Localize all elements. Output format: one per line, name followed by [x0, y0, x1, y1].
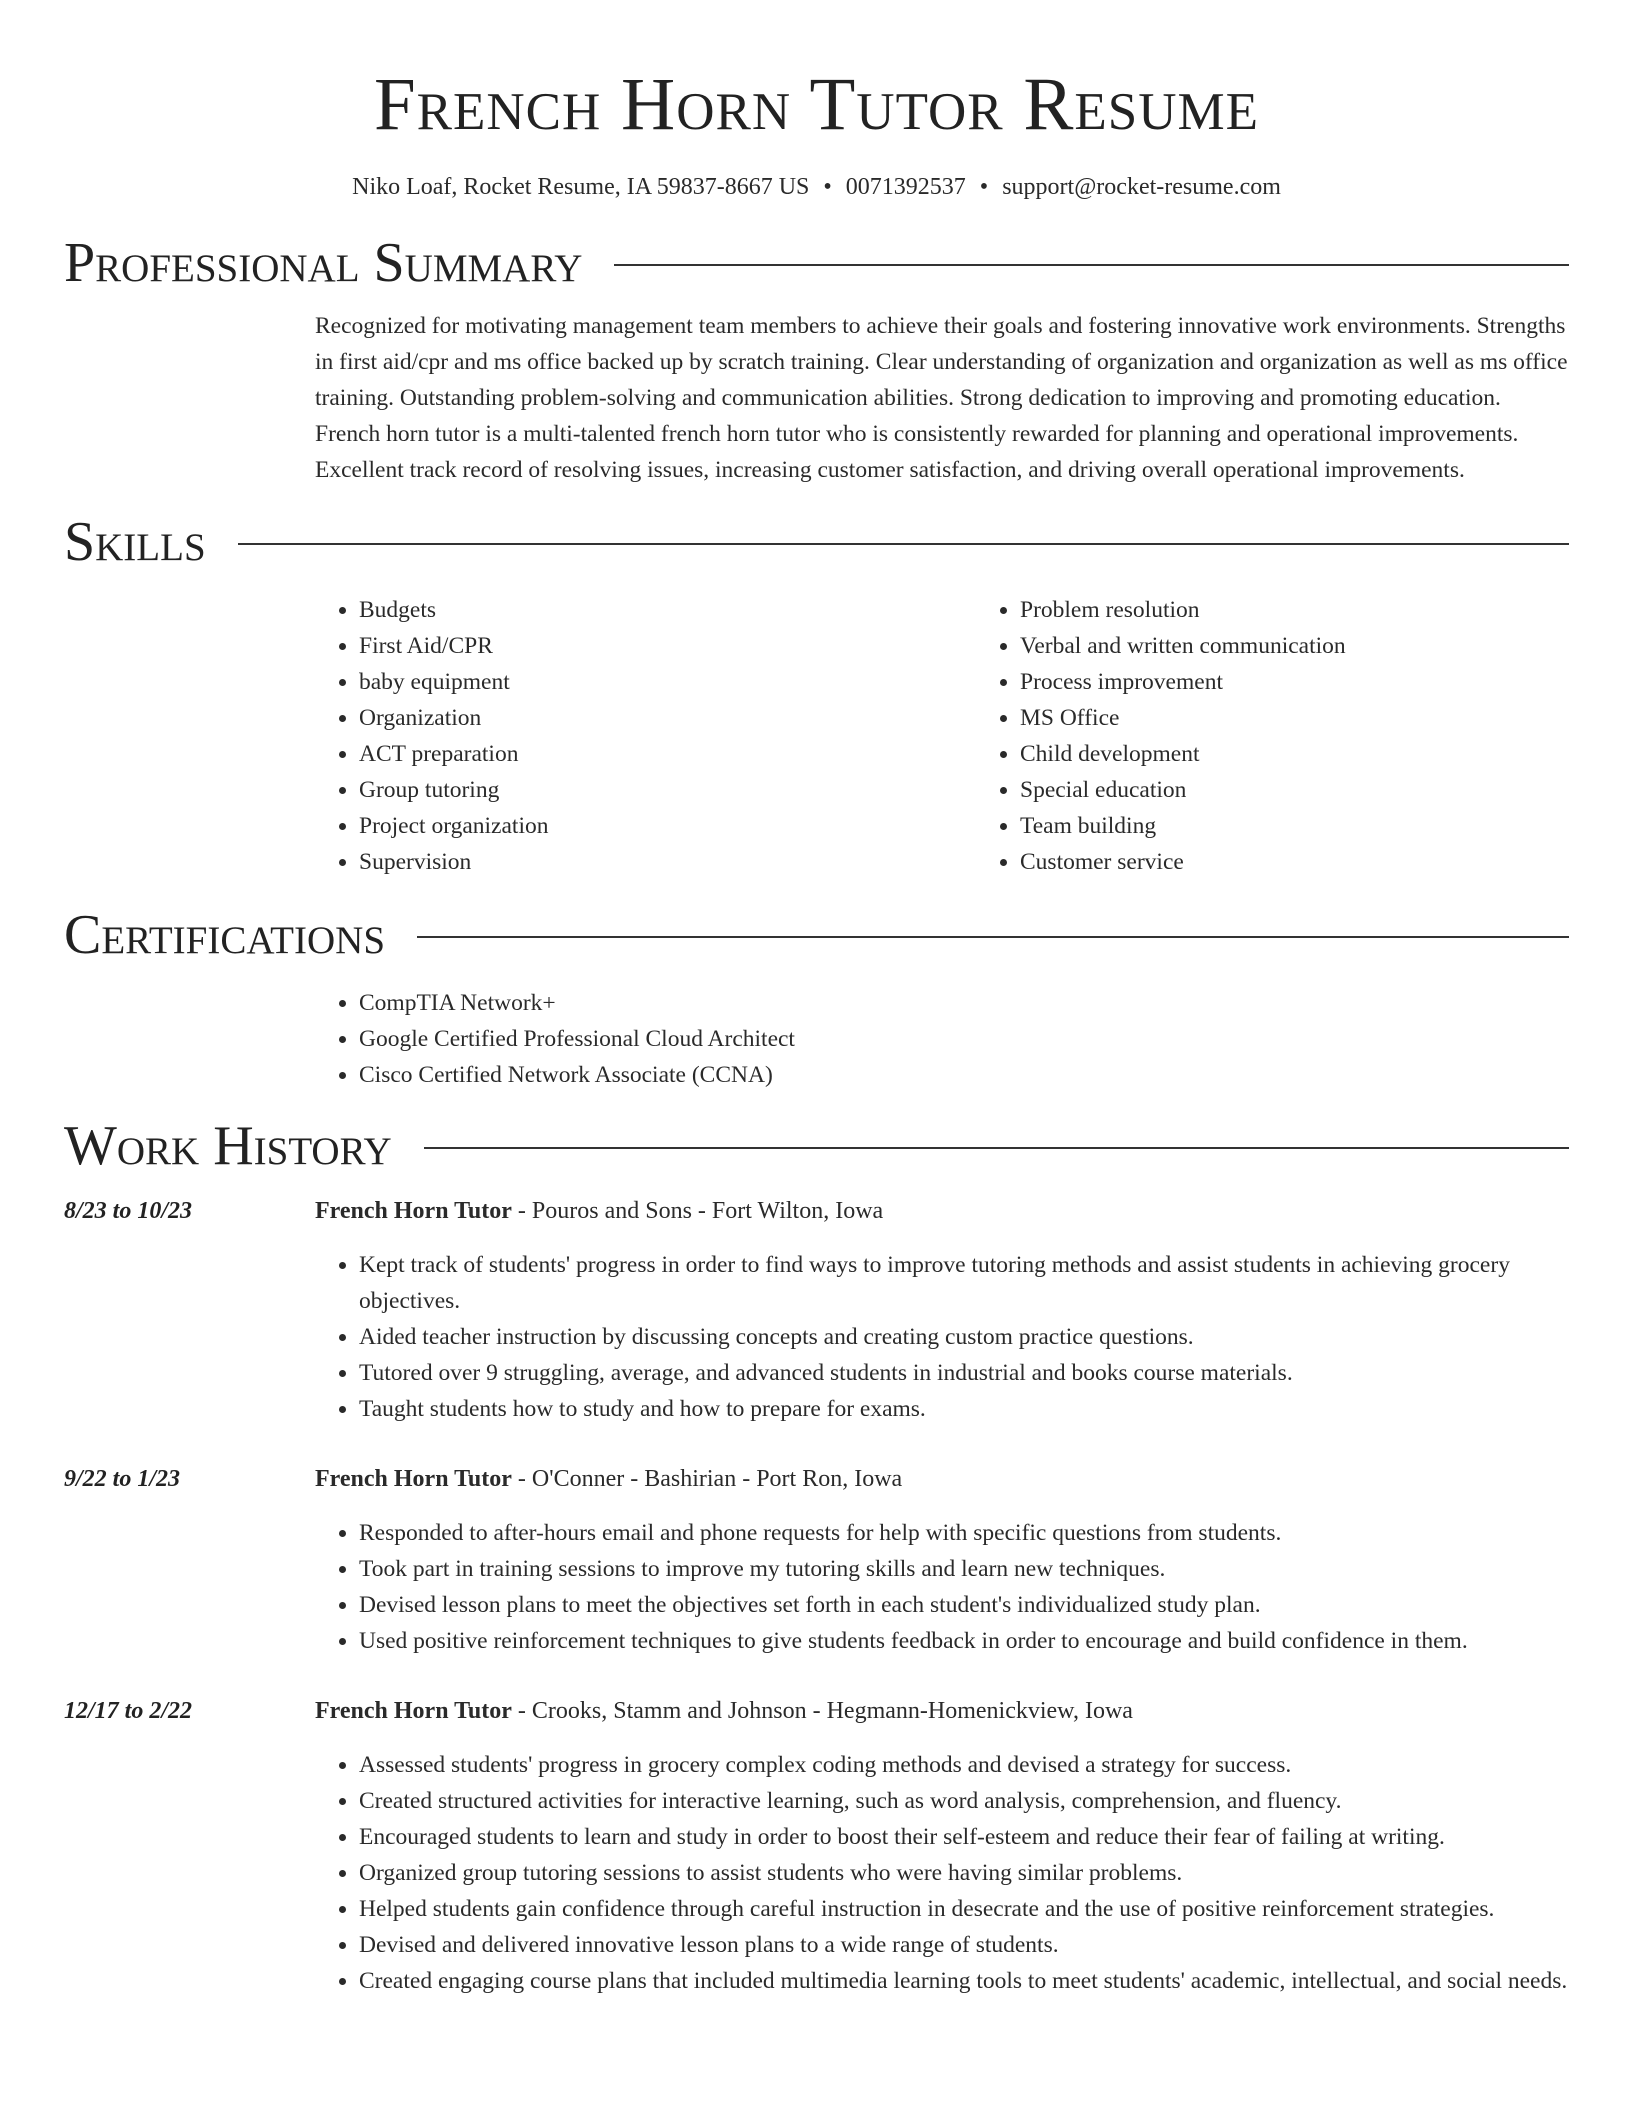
- skills-section-header: [64, 509, 1569, 575]
- skills-heading: Skills: [64, 511, 206, 573]
- certification-item: • CompTIA Network+: [359, 985, 1569, 1021]
- contact-address: Niko Loaf, Rocket Resume, IA 59837-8667 US: [352, 174, 810, 200]
- job-bullet: • Took part in training sessions to improve my tutoring skills and learn new techniques.: [359, 1551, 1569, 1587]
- skill-item: • Problem resolution: [1020, 592, 1632, 628]
- job-bullet-list: [315, 1747, 1569, 1999]
- skill-item: • Child development: [1020, 736, 1632, 772]
- job-bullet: • Devised lesson plans to meet the objectives set forth in each student's individualized study plan.: [359, 1587, 1569, 1623]
- work-history-list: [64, 1193, 1569, 1999]
- job-bullet: • Taught students how to study and how to prepare for exams.: [359, 1391, 1569, 1427]
- skill-item: • Team building: [1020, 808, 1632, 844]
- job-bullet: • Tutored over 9 struggling, average, and advanced students in industrial and books course materials.: [359, 1355, 1569, 1391]
- job-bullet: • Responded to after-hours email and phone requests for help with specific questions from students.: [359, 1515, 1569, 1551]
- job-heading: [315, 1693, 1569, 1729]
- skill-item: • Budgets: [359, 592, 976, 628]
- job-bullet: • Used positive reinforcement techniques to give students feedback in order to encourage and build confidence in them.: [359, 1623, 1569, 1659]
- job-title: French Horn Tutor: [315, 1698, 512, 1724]
- skill-item: • MS Office: [1020, 700, 1632, 736]
- section-divider: [424, 1147, 1569, 1149]
- skill-item: • baby equipment: [359, 664, 976, 700]
- job-details: [315, 1693, 1569, 1999]
- skill-item: • First Aid/CPR: [359, 628, 976, 664]
- skill-item: • Project organization: [359, 808, 976, 844]
- contact-separator: •: [823, 174, 832, 200]
- job-title: French Horn Tutor: [315, 1198, 512, 1224]
- work-section-header: [64, 1113, 1569, 1179]
- job-heading: [315, 1461, 1569, 1497]
- certifications-section-header: [64, 902, 1569, 968]
- job-company-location: - O'Conner - Bashirian - Port Ron, Iowa: [511, 1466, 903, 1492]
- job-dates: 8/23 to 10/23: [64, 1198, 193, 1224]
- job-bullet: • Helped students gain confidence through careful instruction in desecrate and the use of positive reinforcement strategies.: [359, 1891, 1569, 1927]
- section-divider: [238, 543, 1569, 545]
- section-divider: [614, 264, 1569, 266]
- job-bullet: • Assessed students' progress in grocery complex coding methods and devised a strategy for success.: [359, 1747, 1569, 1783]
- job-bullet: • Created engaging course plans that included multimedia learning tools to meet students' academic, intellectual, and social needs.: [359, 1963, 1569, 1999]
- contact-separator: •: [979, 174, 989, 200]
- skill-item: • Organization: [359, 700, 976, 736]
- contact-line: [64, 170, 1569, 204]
- job-title: French Horn Tutor: [315, 1466, 512, 1492]
- certifications-body: [315, 985, 1569, 1093]
- job-bullet: • Encouraged students to learn and study in order to boost their self-esteem and reduce their fear of failing at writing.: [359, 1819, 1569, 1855]
- summary-body: [315, 308, 1569, 488]
- certification-item: • Cisco Certified Network Associate (CCNA): [359, 1057, 1569, 1093]
- job-bullet: • Aided teacher instruction by discussing concepts and creating custom practice questions.: [359, 1319, 1569, 1355]
- job-heading: [315, 1193, 1569, 1229]
- skill-item: • Special education: [1020, 772, 1632, 808]
- skill-item: • Group tutoring: [359, 772, 976, 808]
- job-company-location: - Pouros and Sons - Fort Wilton, Iowa: [511, 1198, 884, 1224]
- job-dates: 12/17 to 2/22: [64, 1698, 193, 1724]
- job-company-location: - Crooks, Stamm and Johnson - Hegmann-Homenickview, Iowa: [511, 1698, 1133, 1724]
- work-heading: Work History: [64, 1115, 392, 1177]
- skill-item: • Verbal and written communication: [1020, 628, 1632, 664]
- contact-email[interactable]: support@rocket-resume.com: [1002, 174, 1281, 200]
- job-entry: [64, 1693, 1569, 1999]
- summary-heading: Professional Summary: [64, 232, 583, 294]
- job-dates: 9/22 to 1/23: [64, 1466, 181, 1492]
- job-bullet: • Created structured activities for interactive learning, such as word analysis, comprehension, and fluency.: [359, 1783, 1569, 1819]
- job-entry: [64, 1193, 1569, 1427]
- job-details: [315, 1461, 1569, 1659]
- skill-item: • Supervision: [359, 844, 976, 880]
- certifications-list: [315, 985, 1569, 1093]
- job-details: [315, 1193, 1569, 1427]
- skill-item: • Customer service: [1020, 844, 1632, 880]
- summary-section-header: [64, 230, 1569, 296]
- page-title: French Horn Tutor Resume: [373, 63, 1260, 146]
- certifications-heading: Certifications: [64, 904, 386, 966]
- certification-item: • Google Certified Professional Cloud Architect: [359, 1021, 1569, 1057]
- skill-item: • ACT preparation: [359, 736, 976, 772]
- job-bullet: • Organized group tutoring sessions to assist students who were having similar problems.: [359, 1855, 1569, 1891]
- contact-phone: 0071392537: [845, 174, 966, 200]
- summary-text: Recognized for motivating management team members to achieve their goals and fostering innovative work environments. Strengths in first aid/cpr and ms office backed up by scratch training. Clear understanding of organization and organization as well as ms office training. Outstanding problem-solving and communication abilities. Strong dedication to improving and promoting education. French horn tutor is a multi-talented french horn tutor who is consistently rewarded for planning and operational improvements. Excellent track record of resolving issues, increasing customer satisfaction, and driving overall operational improvements.: [315, 313, 1568, 483]
- section-divider: [417, 936, 1569, 938]
- skills-list-left: [315, 592, 976, 880]
- skills-grid: [315, 592, 1569, 880]
- job-bullet: • Devised and delivered innovative lesson plans to a wide range of students.: [359, 1927, 1569, 1963]
- job-bullet-list: [315, 1247, 1569, 1427]
- skills-list-right: [976, 592, 1632, 880]
- job-bullet: • Kept track of students' progress in order to find ways to improve tutoring methods and assist students in achieving grocery objectives.: [359, 1247, 1569, 1319]
- job-bullet-list: [315, 1515, 1569, 1659]
- job-entry: [64, 1461, 1569, 1659]
- skill-item: • Process improvement: [1020, 664, 1632, 700]
